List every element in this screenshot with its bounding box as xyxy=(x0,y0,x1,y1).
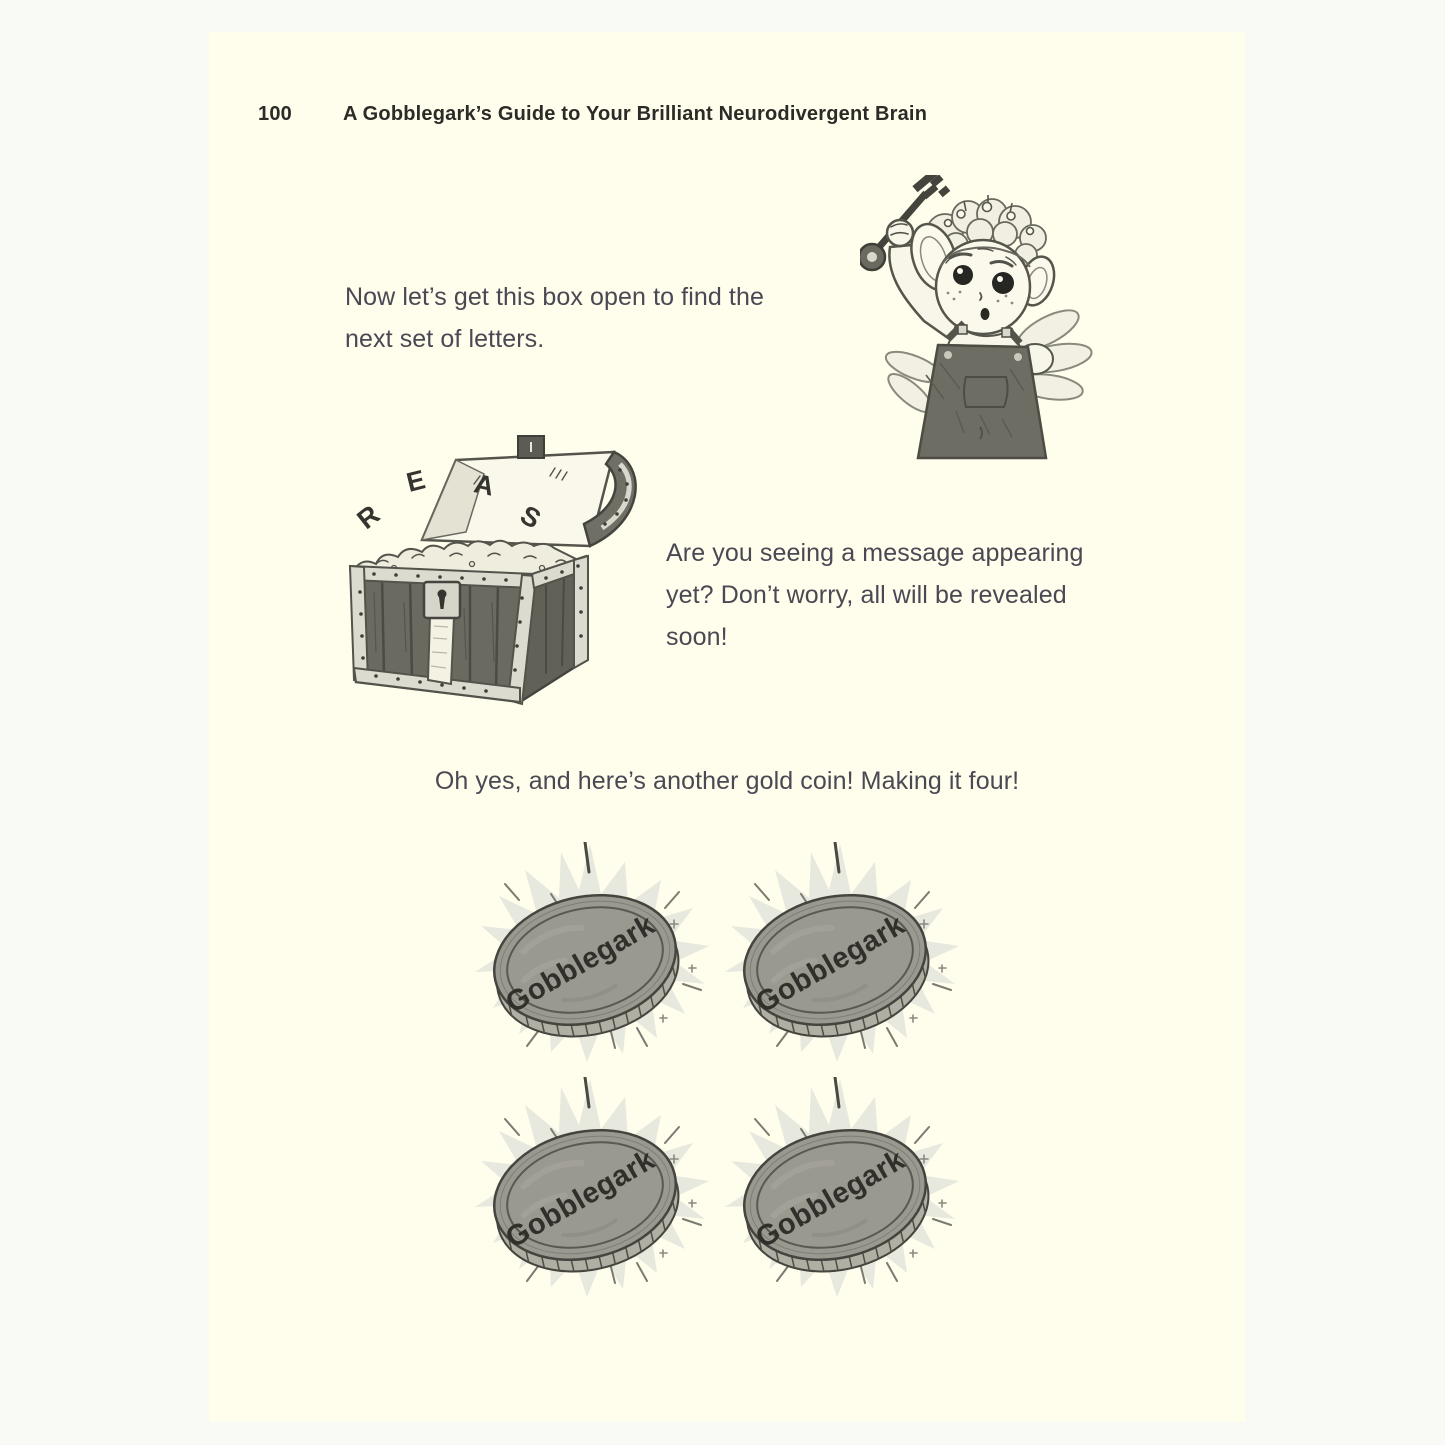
paragraph-coin: Oh yes, and here’s another gold coin! Making it four! xyxy=(434,767,1020,795)
gold-coin-illustration xyxy=(465,1077,715,1312)
coin-label: Gobblegark xyxy=(500,908,661,1020)
paragraph-intro: Now let’s get this box open to find the next set of letters. xyxy=(345,283,764,353)
coin-label: Gobblegark xyxy=(750,1143,911,1255)
treasure-chest-illustration xyxy=(324,422,664,722)
letter-s: S xyxy=(515,499,546,535)
fairy-mouth xyxy=(981,308,990,320)
letter-r: R xyxy=(351,499,386,536)
letter-a: A xyxy=(471,468,497,502)
fairy-with-key-illustration xyxy=(860,175,1110,460)
page-number: 100 xyxy=(258,103,292,125)
gold-coin-illustration xyxy=(715,842,965,1077)
book-page xyxy=(209,32,1245,1422)
gold-coin-illustration xyxy=(715,1077,965,1312)
coins-grid xyxy=(465,842,965,1312)
chest-box xyxy=(350,556,588,704)
chest-lock xyxy=(424,582,460,618)
letter-e: E xyxy=(403,464,429,498)
paragraph-message: Are you seeing a message appearing yet? Don’t worry, all will be revealed soon! xyxy=(666,539,1084,651)
coin-label: Gobblegark xyxy=(500,1143,661,1255)
gold-coin-illustration xyxy=(465,842,715,1077)
coin-label: Gobblegark xyxy=(750,908,911,1020)
running-header-title: A Gobblegark’s Guide to Your Brilliant Neurodivergent Brain xyxy=(343,103,928,125)
